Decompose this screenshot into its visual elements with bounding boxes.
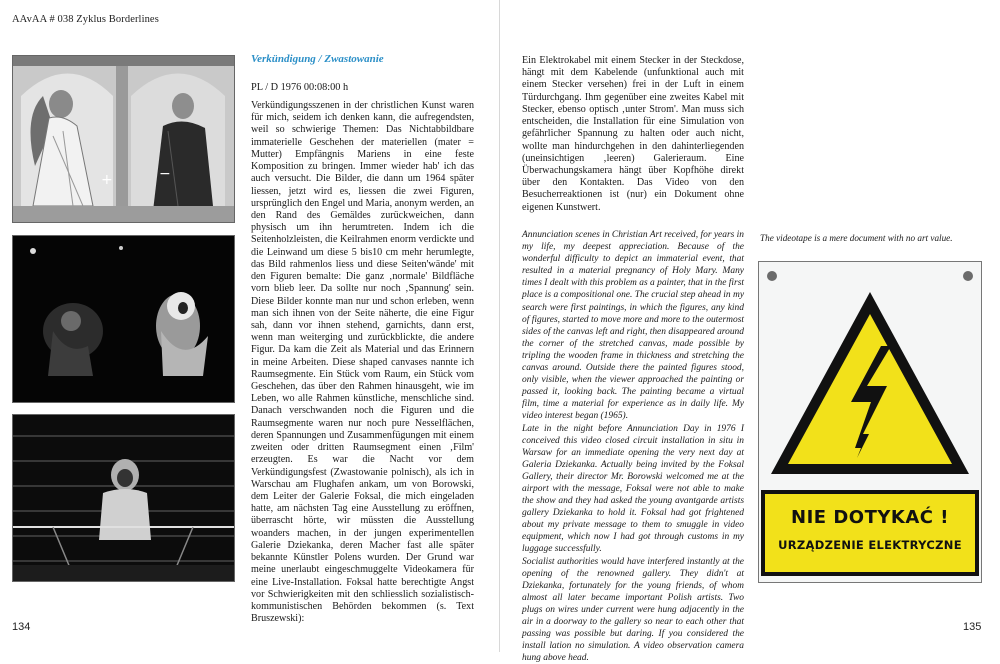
- article-title: Verkündigung / Zwastowanie: [251, 53, 384, 65]
- page-number-right: 135: [963, 621, 982, 633]
- video-monitor-still-photo: [12, 414, 235, 582]
- warning-sign-photo: [758, 261, 982, 583]
- sign-warning-text: NIE DOTYKAĆ !: [791, 507, 949, 528]
- german-text-column-1: [251, 100, 474, 625]
- english-text-column: [522, 229, 744, 664]
- sign-device-text: URZĄDZENIE ELEKTRYCZNE: [778, 538, 962, 552]
- english-paragraph-2: Late in the night before Annunciation Day in 1976 I conceived this video closed circuit installation in situ in Warsaw for an immediate opening the very next day at Galeria Dziekanka. Actually being invited by the Foksal Gallery, their director Mr. Borowski welcomed me at the airport with the message, Foksal were not able to make the show and they had asked the young avantgarde artists gallery Dziekanka to hold it. Foksal had got frightened about my private message to them to smuggle in video equipment, which now I had got through customs in my luggage successfully.: [522, 423, 744, 555]
- running-header: AAvAA # 038 Zyklus Borderlines: [12, 14, 159, 25]
- svg-text:+: +: [101, 172, 113, 188]
- page-gutter: [499, 0, 500, 652]
- english-paragraph-1: Annunciation scenes in Christian Art received, for years in my life, my deepest appreciation. Because of the wonderful difficulty to depict an immaterial event, that resulted in a material pregnancy of Holy Mary. Many times I dealt with this problem as a painter, that in the first place is a compositional one. The crucial step ahead in my search were first paintings, in which the figures, any kind of figures, started to move more and more to the outermost sides of the canvas left and right, then disappeared around the corner of the stretched canvas, made possible by tripling the wooden frame in thickness and stretching the canvas around. Outside there the painted figures stood, only visible, when the viewer approached the painting or passed it, looking back. The painting became a virtual film, time a material for experience as in daily life. My video interest began (1965).: [522, 230, 745, 422]
- page-number-left: 134: [12, 621, 31, 633]
- english-paragraph-3: Socialist authorities would have interfered instantly at the opening of the renowned gallery. They didn't at Dziekanka, fortunately for the young friends, of whom almost all later became important Polish artists. Two plugs on wires under current were hung adjacently in the air in a doorway to the gallery so near to each other that passing was possible but daring. If you considered the install lation no simulation. A video observation camera hung above head.: [522, 556, 744, 664]
- article-meta: PL / D 1976 00:08:00 h: [251, 82, 349, 93]
- german-paragraph: Verkündigungsszenen in der christlichen Kunst waren für mich, seidem ich denken kann, die aufregendsten, weil so schwierige Themen: Das Nichtabbildbare immaterielle Geschehen der materiellen (mater = Mutter) Empfängnis Mariens in eine feste Komposition zu bringen. Immer wieder hab' ich das auch versucht. Die Bilder, die dann um 1964 später liessen, jetzt wird es, liessen die zwei Figuren, ursprünglich den Engel und Maria, anonym werden, an den Rand des Gemäldes zurückweichen, dann physisch um ihn herumtreten. Indem ich die Seitenholzleisten, die Keilrahmen enorm verdickte und die Leinwand um diese 5 bis10 cm mehr herumlegte, das Bild rahmenlos liess und diese Seiten'wände' mit den Figuren bemalte: Die ganz ‚normale' Bildfläche vorn blieb leer. Da sollte nur noch ‚Spannung' sein. Diese Bilder konnte man nur und schon erleben, wenn man sich ihnen von der Seite näherte, die eine Figur sah, dann vor ihnen stehend, garnichts, dann erst, wenn man weiterging und zurückblickte, die andere Figur. Da kam die Zeit als Material und das Erinnern in meine Arbeiten. Diese shaped canvases nannte ich Raumsegmente. Ein Stück vom Raum, ein Stück vom Geschehen, das über den Rahmen hinausgeht, wie im Leben, wo alle Rahmen künstliche, menschliche sind. Danach verschwanden noch die Figuren und die Raumsegmente waren nur noch pure Nesselflächen, deren Spannungen und Zusammenfügungen mit einem zweiten oder dritten Raumsegment einen ‚Film' erzeugten. Es war die Nacht vor dem Verkündigungsfest (Zwastowanie polnisch), als ich in Warschau am Flughafen ankam, um von Borowski, dem Leiter der Galerie Foksal, die mich eingeladen hatte, am nächsten Tag eine Ausstellung zu eröffnen, überrascht hörte, wir müssten die Ausstellung woanders machen, in der jungen experimentellen Galerie Dziekanka, deren Macher fast alle später bekannte Künstler Polens wurden. Der Grund war meine unerlaubt eingeschmuggelte Videokamera für eine Live-Installation. Foksal hatte berechtigte Angst vor Schwierigkeiten mit den schliesslich sozialistisch-kommunistischen Behörden bekommen (s. Text Bruszewski):: [251, 100, 474, 625]
- svg-text:−: −: [159, 166, 171, 182]
- german-paragraph: Ein Elektrokabel mit einem Stecker in der Steckdose, hängt mit dem Kabelende (unfunktional auch mit einem Stecker versehen) frei in der Luft in einem Türdurchgang. Ihm gegenüber eine zweites Kabel mit Stecker, ebenso optisch ‚unter Strom'. Man muss sich entscheiden, die Installation für eine Simulation von gefährlicher Spannung zu halten oder auch nicht, wollte man hindurchgehen in den dahinterliegenden (uneinsichtigen ‚leeren) Galerieraum. Eine Überwachungskamera hängt über Kopfhöhe direkt über den Kontakten. Das Video von den Besucherreaktionen ist (nur) ein Dokument ohne eigenen Kunstwert.: [522, 55, 744, 213]
- german-text-column-2: [522, 55, 744, 214]
- night-video-still-photo: [12, 235, 235, 403]
- photo-caption: The videotape is a mere document with no art value.: [760, 233, 953, 243]
- annunciation-painting-photo: [12, 55, 235, 223]
